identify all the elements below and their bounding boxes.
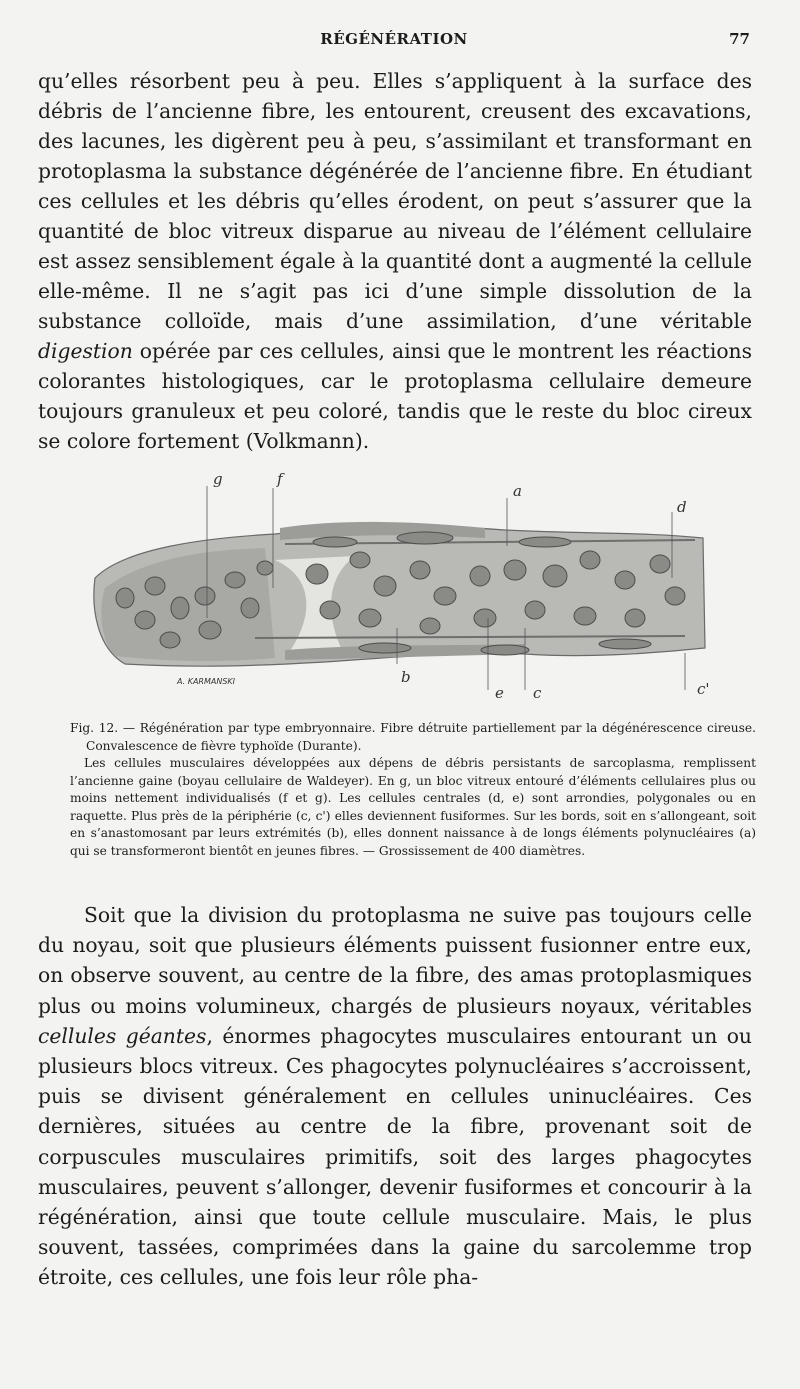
emphasis-cellules-geantes: cellules géantes xyxy=(38,1023,207,1048)
histology-drawing xyxy=(85,468,725,708)
figure-label-c-prime: c' xyxy=(697,680,710,698)
emphasis-digestion: digestion xyxy=(38,339,133,363)
body-paragraph-2 xyxy=(38,900,752,1293)
figure-caption xyxy=(70,720,756,860)
figure-label-f: f xyxy=(277,470,283,488)
paragraph-2-text-b: , énormes phagocytes musculaires entourant un ou plusieurs blocs vitreux. Ces phagocytes polynucléaires s’accroissent, puis se divisent généralement en cellules uninucléaires. Ces dernières, situées au centre de la fibre, provenant soit de corpuscules musculaires primitifs, soit des larges phagocytes musculaires, peuvent s’allonger, devenir fusiformes et concourir à la régénération, ainsi que toute cellule musculaire. Mais, le plus souvent, tassées, comprimées dans la gaine du sarcolemme trop étroite, ces cellules, une fois leur rôle pha- xyxy=(38,1023,752,1290)
page-number: 77 xyxy=(729,30,750,48)
figure-label-c: c xyxy=(533,684,542,702)
caption-lead-text: — Régénération par type embryonnaire. Fibre détruite partiellement par la dégénérescence cireuse. Convalescence de fièvre typhoïde (Durante). xyxy=(86,721,756,753)
figure-illustration xyxy=(85,468,725,708)
figure-label-d: d xyxy=(677,498,687,516)
body-paragraph-1 xyxy=(38,66,752,456)
caption-fig-label: Fig. 12. xyxy=(70,721,119,735)
artist-signature: A. KARMANSKI xyxy=(177,677,236,686)
running-title: RÉGÉNÉRATION xyxy=(320,30,468,48)
figure-label-a: a xyxy=(513,482,522,500)
paragraph-1-text-a: qu’elles résorbent peu à peu. Elles s’appliquent à la surface des débris de l’ancienne fibre, les entourent, creusent des excavations, des lacunes, les digèrent peu à peu, s’assimilant et transformant en protoplasma la substance dégénérée de l’ancienne fibre. En étudiant ces cellules et les débris qu’elles érodent, on peut s’assurer que la quantité de bloc vitreux disparue au niveau de l’élément cellulaire est assez sensiblement égale à la quantité dont a augmenté la cellule elle-même. Il ne s’agit pas ici d’une simple dissolution de la substance colloïde, mais d’une assimilation, d’une véritable xyxy=(38,69,752,333)
paragraph-1-text-b: opérée par ces cellules, ainsi que le montrent les réactions colorantes histologiques, car le protoplasma cellulaire demeure toujours granuleux et peu coloré, tandis que le reste du bloc cireux se colore fortement (Volkmann). xyxy=(38,339,752,453)
paragraph-2-text-a: Soit que la division du protoplasma ne suive pas toujours celle du noyau, soit que plusieurs éléments puissent fusionner entre eux, on observe souvent, au centre de la fibre, des amas protoplasmiques plus ou moins volumineux, chargés de plusieurs noyaux, véritables xyxy=(38,903,752,1018)
figure-label-g: g xyxy=(213,470,223,488)
figure-label-e: e xyxy=(495,684,504,702)
page-header xyxy=(38,30,750,56)
caption-body: Les cellules musculaires développées aux dépens de débris persistants de sarcoplasma, remplissent l’ancienne gaine (boyau cellulaire de Waldeyer). En g, un bloc vitreux entouré d’éléments cellulaires plus ou moins nettement individualisés (f et g). Les cellules centrales (d, e) sont arrondies, polygonales ou en raquette. Plus près de la périphérie (c, c') elles deviennent fusiformes. Sur les bords, soit en s’allongeant, soit en s’anastomosant par leurs extrémités (b), elles donnent naissance à de longs éléments polynucléaires (a) qui se transformeront bientôt en jeunes fibres. — Grossissement de 400 diamètres. xyxy=(70,756,756,858)
figure-label-b: b xyxy=(401,668,411,686)
caption-lead xyxy=(70,720,756,755)
